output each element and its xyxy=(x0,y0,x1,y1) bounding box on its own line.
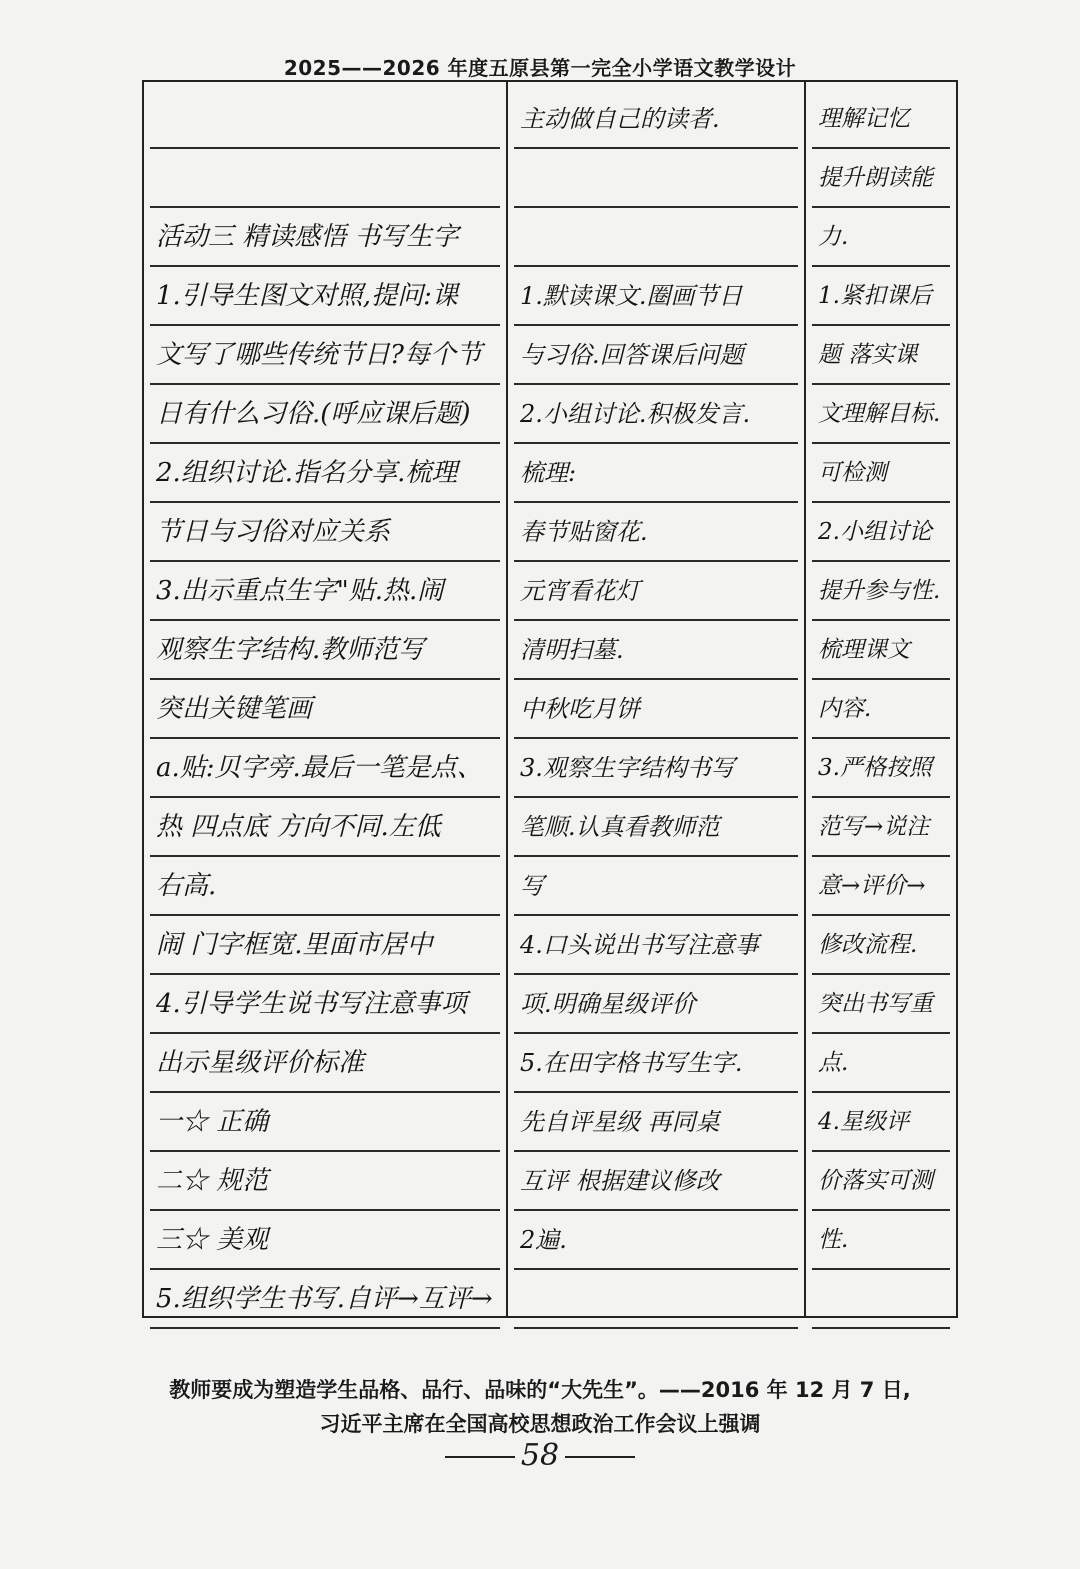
design-intent-line: 4.星级评 xyxy=(812,1093,950,1152)
student-activity-line: 2遍. xyxy=(514,1211,798,1270)
design-intent-line: 提升参与性. xyxy=(812,562,950,621)
page-header: 2025——2026 年度五原县第一完全小学语文教学设计 xyxy=(283,56,797,80)
teacher-activity-line: 突出关键笔画 xyxy=(150,680,500,739)
design-intent-line: 突出书写重 xyxy=(812,975,950,1034)
teacher-activity-line: 观察生字结构.教师范写 xyxy=(150,621,500,680)
teacher-activity-line: 2.组织讨论.指名分享.梳理 xyxy=(150,444,500,503)
student-activity-line: 5.在田字格书写生字. xyxy=(514,1034,798,1093)
student-activity-line: 清明扫墓. xyxy=(514,621,798,680)
student-activity-line: 元宵看花灯 xyxy=(514,562,798,621)
design-intent-line: 理解记忆 xyxy=(812,90,950,149)
design-intent-line xyxy=(812,1270,950,1329)
page-number-text: 58 xyxy=(520,1438,560,1473)
teacher-activity-column xyxy=(144,82,506,1316)
design-intent-line: 价落实可测 xyxy=(812,1152,950,1211)
teacher-activity-line: 5.组织学生书写.自评→互评→ xyxy=(150,1270,500,1329)
student-activity-line: 1.默读课文.圈画节日 xyxy=(514,267,798,326)
teacher-activity-line: 出示星级评价标准 xyxy=(150,1034,500,1093)
teacher-activity-line: 日有什么习俗.(呼应课后题) xyxy=(150,385,500,444)
teacher-activity-line: 热 四点底 方向不同.左低 xyxy=(150,798,500,857)
design-intent-line: 可检测 xyxy=(812,444,950,503)
teacher-activity-line: 1.引导生图文对照,提问:课 xyxy=(150,267,500,326)
design-intent-line: 性. xyxy=(812,1211,950,1270)
teacher-activity-line: 一☆ 正确 xyxy=(150,1093,500,1152)
student-activity-column xyxy=(508,82,804,1316)
teacher-activity-line: 节日与习俗对应关系 xyxy=(150,503,500,562)
teacher-activity-line xyxy=(150,149,500,208)
lesson-plan-table xyxy=(142,80,958,1318)
student-activity-line: 梳理: xyxy=(514,444,798,503)
teacher-activity-line: 右高. xyxy=(150,857,500,916)
teacher-activity-line: 活动三 精读感悟 书写生字 xyxy=(150,208,500,267)
design-intent-line: 范写→说注 xyxy=(812,798,950,857)
student-activity-line xyxy=(514,1270,798,1329)
student-activity-line: 4.口头说出书写注意事 xyxy=(514,916,798,975)
student-activity-line: 项.明确星级评价 xyxy=(514,975,798,1034)
student-activity-line: 春节贴窗花. xyxy=(514,503,798,562)
teacher-activity-line: 三☆ 美观 xyxy=(150,1211,500,1270)
student-activity-line: 写 xyxy=(514,857,798,916)
design-intent-line: 修改流程. xyxy=(812,916,950,975)
student-activity-line: 先自评星级 再同桌 xyxy=(514,1093,798,1152)
teacher-activity-line xyxy=(150,90,500,149)
teacher-activity-line: 3.出示重点生字"贴.热.闹 xyxy=(150,562,500,621)
design-intent-line: 内容. xyxy=(812,680,950,739)
quote-footer xyxy=(0,1373,1080,1441)
student-activity-line: 3.观察生字结构书写 xyxy=(514,739,798,798)
teacher-activity-line: 闹 门字框宽.里面市居中 xyxy=(150,916,500,975)
quote-line-2: 习近平主席在全国高校思想政治工作会议上强调 xyxy=(319,1412,761,1436)
quote-line-1: 教师要成为塑造学生品格、品行、品味的“大先生”。——2016 年 12 月 7 日, xyxy=(169,1378,911,1402)
design-intent-line: 意→评价→ xyxy=(812,857,950,916)
design-intent-line: 1.紧扣课后 xyxy=(812,267,950,326)
teacher-activity-line: a.贴:贝字旁.最后一笔是点、 xyxy=(150,739,500,798)
student-activity-line: 笔顺.认真看教师范 xyxy=(514,798,798,857)
teacher-activity-line: 文写了哪些传统节日?每个节 xyxy=(150,326,500,385)
student-activity-line: 中秋吃月饼 xyxy=(514,680,798,739)
design-intent-line: 梳理课文 xyxy=(812,621,950,680)
design-intent-line: 提升朗读能 xyxy=(812,149,950,208)
design-intent-line: 题 落实课 xyxy=(812,326,950,385)
design-intent-line: 2.小组讨论 xyxy=(812,503,950,562)
design-intent-line: 点. xyxy=(812,1034,950,1093)
student-activity-line xyxy=(514,149,798,208)
student-activity-line: 与习俗.回答课后问题 xyxy=(514,326,798,385)
page-number xyxy=(0,1438,1080,1473)
dash-left xyxy=(445,1456,515,1458)
design-intent-line: 文理解目标. xyxy=(812,385,950,444)
student-activity-line: 主动做自己的读者. xyxy=(514,90,798,149)
dash-right xyxy=(565,1456,635,1458)
design-intent-line: 力. xyxy=(812,208,950,267)
design-intent-line: 3.严格按照 xyxy=(812,739,950,798)
student-activity-line xyxy=(514,208,798,267)
student-activity-line: 2.小组讨论.积极发言. xyxy=(514,385,798,444)
teacher-activity-line: 二☆ 规范 xyxy=(150,1152,500,1211)
teacher-activity-line: 4.引导学生说书写注意事项 xyxy=(150,975,500,1034)
design-intent-column xyxy=(806,82,956,1316)
student-activity-line: 互评 根据建议修改 xyxy=(514,1152,798,1211)
